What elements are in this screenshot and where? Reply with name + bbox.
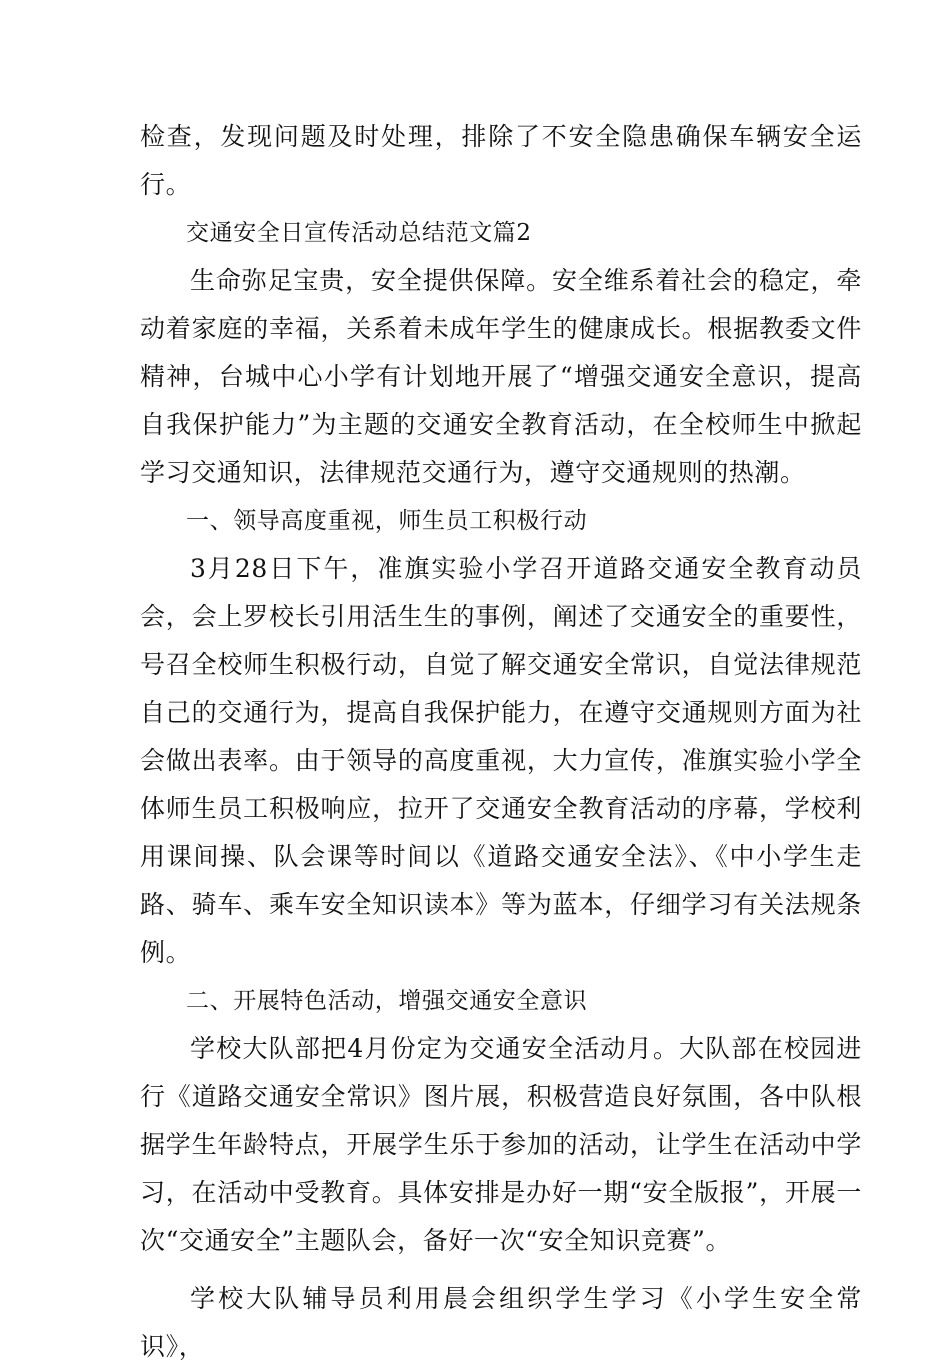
paragraph-activities: 学校大队部把4月份定为交通安全活动月。大队部在校园进行《道路交通安全常识》图片展，积极营造良好氛围，各中队根据学生年龄特点，开展学生乐于参加的活动，让学生在活动中学习，在活动中受教育。具体安排是办好一期“安全版报”，开展一次“交通安全”主题队会，备好一次“安全知识竞赛”。 bbox=[140, 1034, 862, 1255]
paragraph-morning-meeting: 学校大队辅导员利用晨会组织学生学习《小学生安全常识》， bbox=[140, 1284, 862, 1361]
section-title: 交通安全日宣传活动总结范文篇2 bbox=[186, 220, 532, 246]
paragraph-continued: 检查，发现问题及时处理，排除了不安全隐患确保车辆安全运行。 bbox=[140, 122, 862, 199]
paragraph-leadership: 3月28日下午，准旗实验小学召开道路交通安全教育动员会，会上罗校长引用活生生的事例，阐述了交通安全的重要性，号召全校师生积极行动，自觉了解交通安全常识，自觉法律规范自己的交通行为，提高自我保护能力，在遵守交通规则方面为社会做出表率。由于领导的高度重视，大力宣传，准旗实验小学全体师生员工积极响应，拉开了交通安全教育活动的序幕，学校利用课间操、队会课等时间以《道路交通安全法》、《中小学生走路、骑车、乘车安全知识读本》等为蓝本，仔细学习有关法规条例。 bbox=[140, 554, 862, 967]
section-heading-2: 二、开展特色活动，增强交通安全意识 bbox=[186, 988, 588, 1014]
document-body bbox=[140, 113, 862, 1371]
section-heading-1: 一、领导高度重视，师生员工积极行动 bbox=[186, 508, 588, 534]
paragraph-intro: 生命弥足宝贵，安全提供保障。安全维系着社会的稳定，牵动着家庭的幸福，关系着未成年学生的健康成长。根据教委文件精神，台城中心小学有计划地开展了“增强交通安全意识，提高自我保护能力”为主题的交通安全教育活动，在全校师生中掀起学习交通知识，法律规范交通行为，遵守交通规则的热潮。 bbox=[140, 266, 862, 487]
